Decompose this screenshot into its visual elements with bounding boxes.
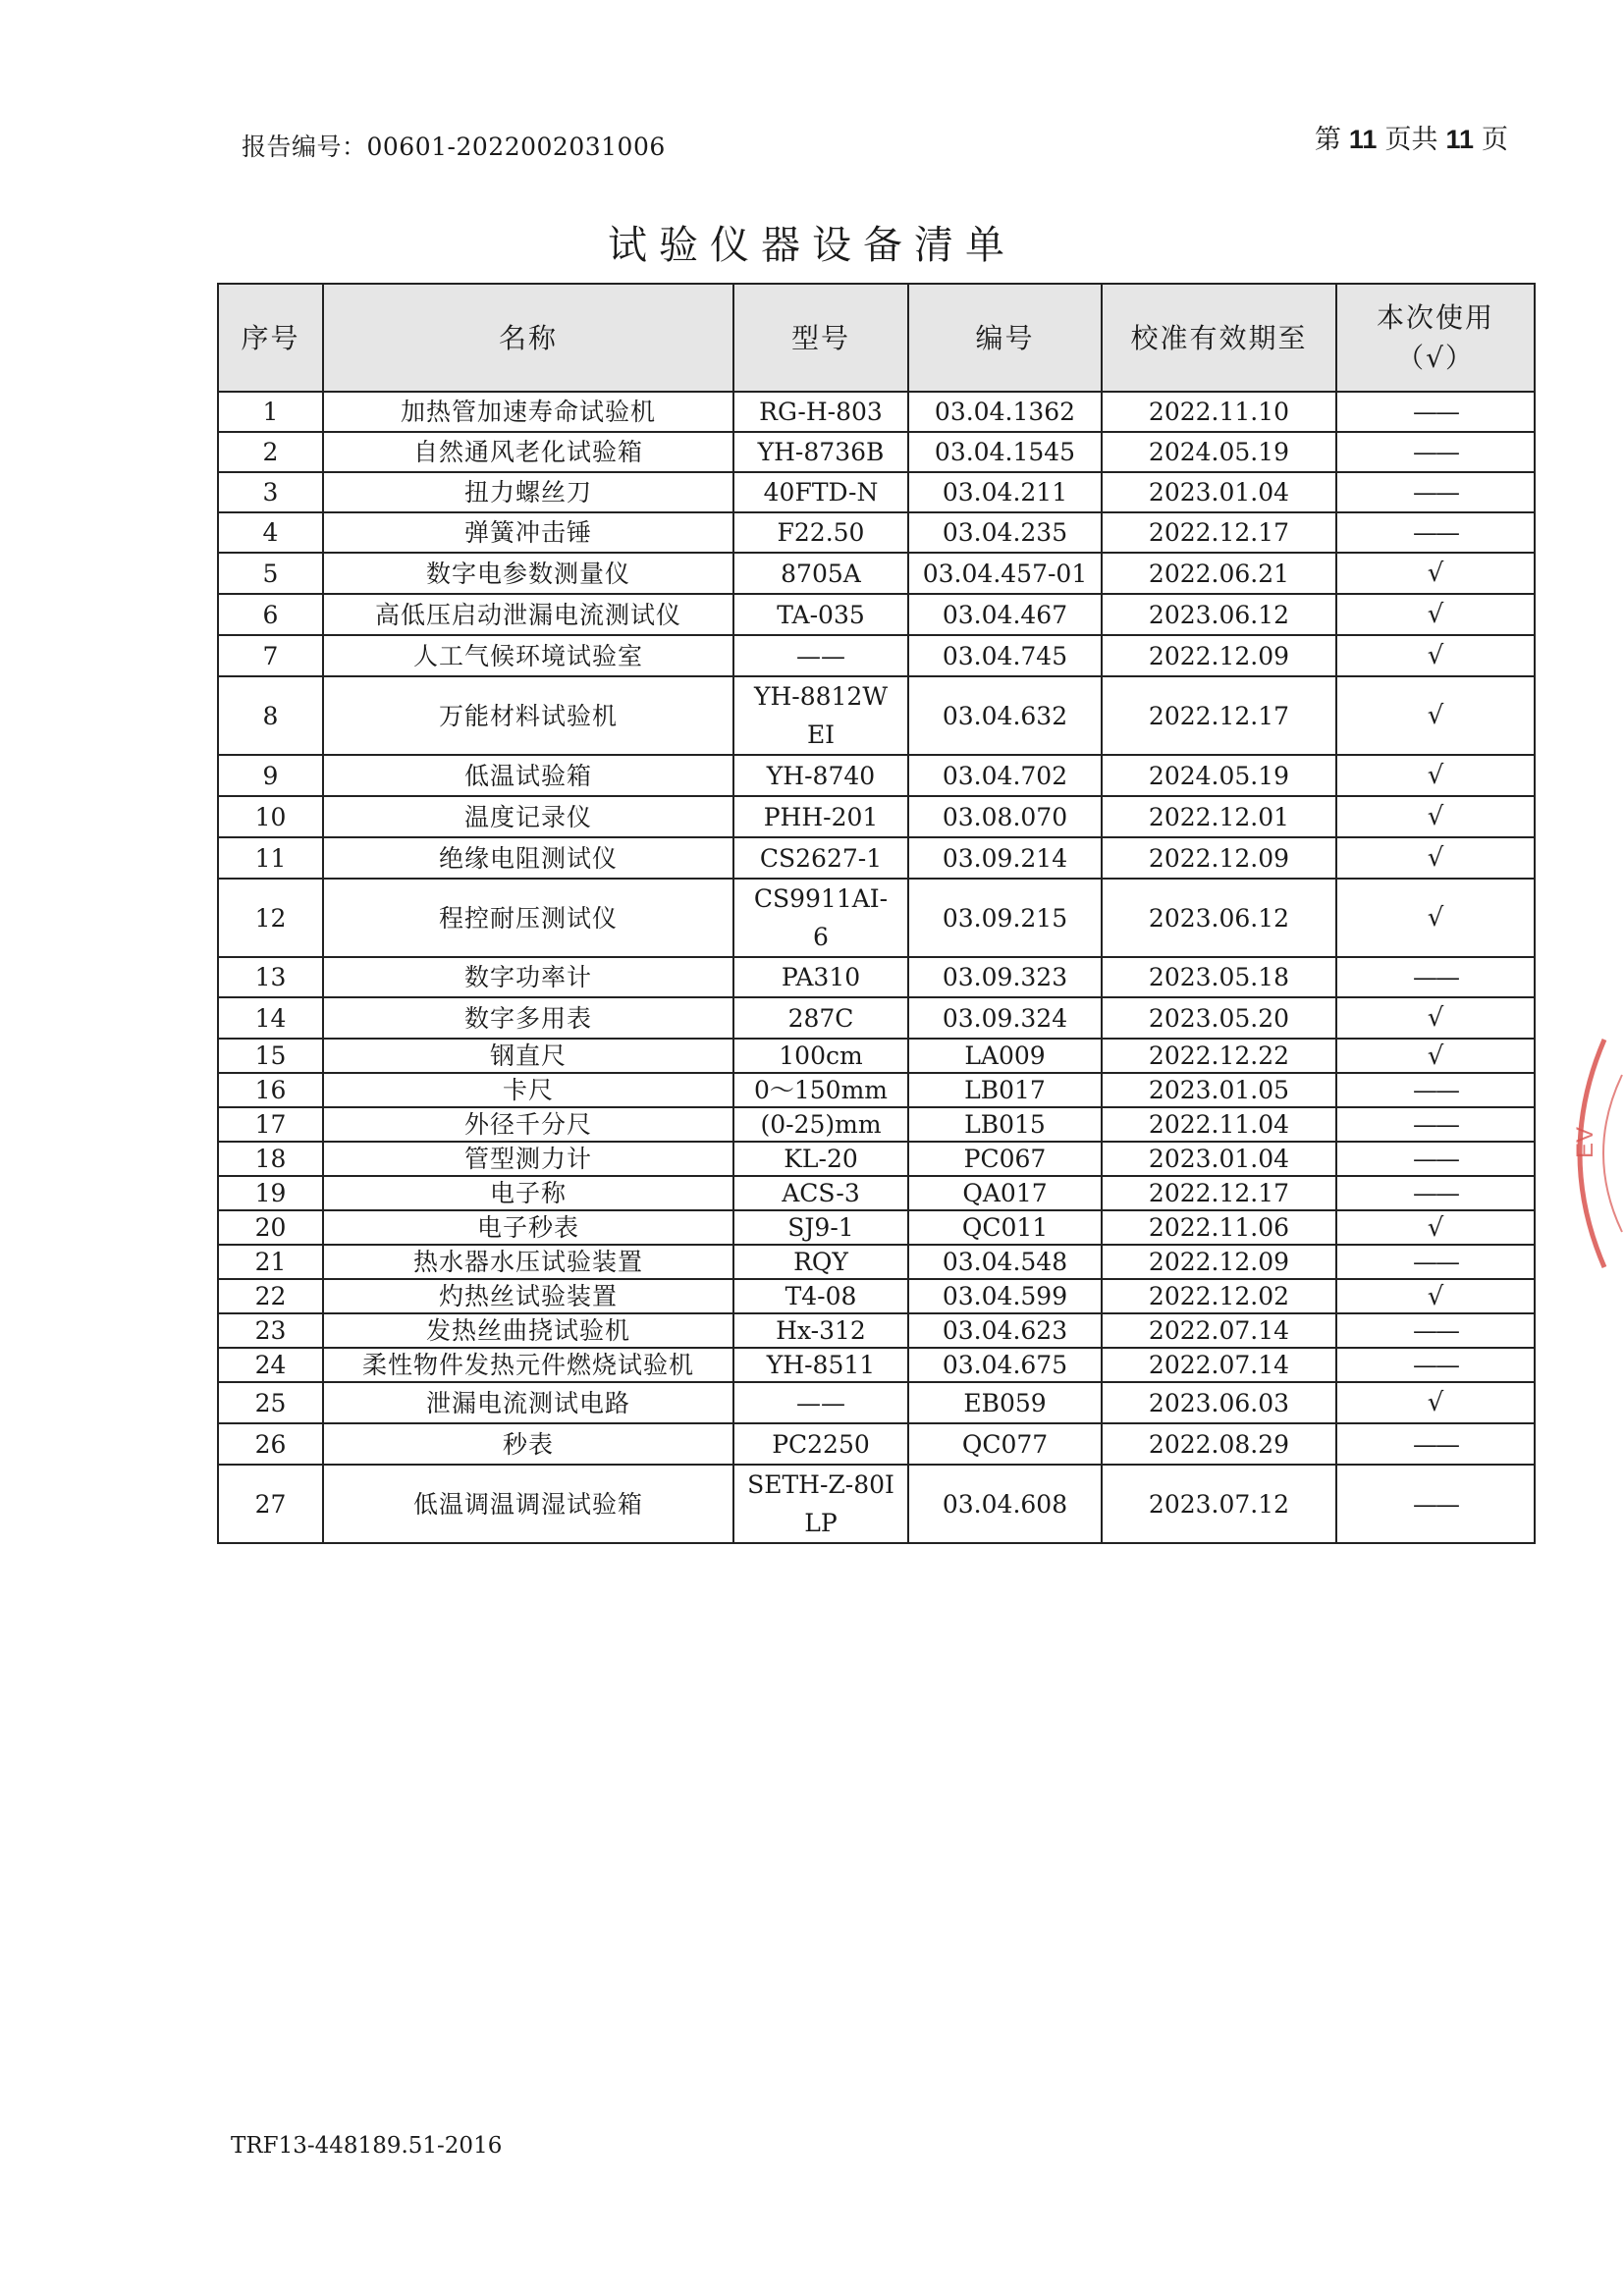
model-cell: ACS-3 xyxy=(733,1176,908,1210)
number-cell: LB015 xyxy=(908,1107,1102,1142)
valid-until-cell: 2023.01.04 xyxy=(1102,1142,1336,1176)
table-row xyxy=(218,997,1535,1039)
seq-cell: 11 xyxy=(218,837,323,879)
used-cell xyxy=(1336,676,1535,755)
valid-until-cell: 2022.12.09 xyxy=(1102,837,1336,879)
model-cell: F22.50 xyxy=(733,512,908,553)
table-row xyxy=(218,879,1535,957)
seq-cell: 7 xyxy=(218,635,323,676)
table-row xyxy=(218,472,1535,512)
check-mark-icon: √ xyxy=(1427,903,1444,933)
seq-cell: 14 xyxy=(218,997,323,1039)
inspection-seal xyxy=(1572,1036,1624,1275)
header-used xyxy=(1336,284,1535,392)
number-cell: 03.04.1545 xyxy=(908,432,1102,472)
valid-until-cell: 2022.11.06 xyxy=(1102,1210,1336,1245)
name-cell: 低温试验箱 xyxy=(323,755,733,796)
model-cell: SJ9-1 xyxy=(733,1210,908,1245)
seal-arc xyxy=(1572,1036,1624,1271)
name-cell: 秒表 xyxy=(323,1423,733,1465)
valid-until-cell: 2023.06.12 xyxy=(1102,594,1336,635)
valid-until-cell: 2022.12.17 xyxy=(1102,1176,1336,1210)
dash-mark: —— xyxy=(1413,1489,1458,1519)
check-mark-icon: √ xyxy=(1427,1041,1444,1071)
table-row xyxy=(218,553,1535,594)
dash-mark: —— xyxy=(1413,1429,1458,1459)
used-cell xyxy=(1336,1039,1535,1073)
number-cell: 03.09.214 xyxy=(908,837,1102,879)
valid-until-cell: 2022.12.09 xyxy=(1102,635,1336,676)
table-row xyxy=(218,1465,1535,1543)
report-number: 报告编号：00601-2022002031006 xyxy=(242,133,666,161)
model-cell: RG-H-803 xyxy=(733,392,908,432)
model-cell: 40FTD-N xyxy=(733,472,908,512)
name-cell: 柔性物件发热元件燃烧试验机 xyxy=(323,1348,733,1382)
seq-cell: 13 xyxy=(218,957,323,997)
seq-cell: 27 xyxy=(218,1465,323,1543)
page-total: 11 xyxy=(1445,125,1474,154)
page-middle: 页共 xyxy=(1384,125,1438,155)
model-cell: YH-8812WEI xyxy=(733,676,908,755)
valid-until-cell: 2022.07.14 xyxy=(1102,1313,1336,1348)
name-cell: 扭力螺丝刀 xyxy=(323,472,733,512)
table-row xyxy=(218,1279,1535,1313)
table-row xyxy=(218,755,1535,796)
number-cell: LB017 xyxy=(908,1073,1102,1107)
document-title: 试验仪器设备清单 xyxy=(608,223,1016,268)
valid-until-cell: 2023.01.05 xyxy=(1102,1073,1336,1107)
name-cell: 人工气候环境试验室 xyxy=(323,635,733,676)
used-cell xyxy=(1336,1107,1535,1142)
seq-cell: 9 xyxy=(218,755,323,796)
name-cell: 数字功率计 xyxy=(323,957,733,997)
number-cell: 03.04.702 xyxy=(908,755,1102,796)
model-cell: T4-08 xyxy=(733,1279,908,1313)
seq-cell: 23 xyxy=(218,1313,323,1348)
number-cell: 03.04.467 xyxy=(908,594,1102,635)
number-cell: 03.04.1362 xyxy=(908,392,1102,432)
page-prefix: 第 xyxy=(1314,125,1341,155)
model-cell: (0-25)mm xyxy=(733,1107,908,1142)
dash-mark: —— xyxy=(1413,1315,1458,1345)
valid-until-cell: 2023.05.20 xyxy=(1102,997,1336,1039)
header-name: 名称 xyxy=(323,284,733,392)
number-cell: 03.09.323 xyxy=(908,957,1102,997)
table-row xyxy=(218,1176,1535,1210)
number-cell: 03.04.457-01 xyxy=(908,553,1102,594)
table-row xyxy=(218,1313,1535,1348)
table-row xyxy=(218,1423,1535,1465)
model-cell: 287C xyxy=(733,997,908,1039)
name-cell: 管型测力计 xyxy=(323,1142,733,1176)
dash-mark: —— xyxy=(1413,963,1458,991)
model-cell: PA310 xyxy=(733,957,908,997)
seq-cell: 5 xyxy=(218,553,323,594)
name-cell: 发热丝曲挠试验机 xyxy=(323,1313,733,1348)
name-cell: 热水器水压试验装置 xyxy=(323,1245,733,1279)
name-cell: 钢直尺 xyxy=(323,1039,733,1073)
seq-cell: 21 xyxy=(218,1245,323,1279)
table-row xyxy=(218,957,1535,997)
used-cell xyxy=(1336,879,1535,957)
valid-until-cell: 2024.05.19 xyxy=(1102,755,1336,796)
seq-cell: 3 xyxy=(218,472,323,512)
used-cell xyxy=(1336,1313,1535,1348)
used-cell xyxy=(1336,472,1535,512)
valid-until-cell: 2022.12.17 xyxy=(1102,512,1336,553)
used-cell xyxy=(1336,997,1535,1039)
equipment-table xyxy=(217,283,1536,1544)
valid-until-cell: 2022.06.21 xyxy=(1102,553,1336,594)
used-cell xyxy=(1336,1423,1535,1465)
number-cell: 03.08.070 xyxy=(908,796,1102,837)
model-cell: 0～150mm xyxy=(733,1073,908,1107)
number-cell: 03.04.211 xyxy=(908,472,1102,512)
valid-until-cell: 2023.06.12 xyxy=(1102,879,1336,957)
used-cell xyxy=(1336,1279,1535,1313)
name-cell: 泄漏电流测试电路 xyxy=(323,1382,733,1423)
model-cell: CS2627-1 xyxy=(733,837,908,879)
used-cell xyxy=(1336,1073,1535,1107)
name-cell: 自然通风老化试验箱 xyxy=(323,432,733,472)
used-cell xyxy=(1336,635,1535,676)
seq-cell: 10 xyxy=(218,796,323,837)
seq-cell: 1 xyxy=(218,392,323,432)
table-row xyxy=(218,1073,1535,1107)
dash-mark: —— xyxy=(1413,398,1458,426)
check-mark-icon: √ xyxy=(1427,701,1444,730)
check-mark-icon: √ xyxy=(1427,802,1444,831)
number-cell: 03.04.235 xyxy=(908,512,1102,553)
used-cell xyxy=(1336,1245,1535,1279)
table-body xyxy=(218,392,1535,1543)
used-cell xyxy=(1336,957,1535,997)
model-cell: 8705A xyxy=(733,553,908,594)
number-cell: LA009 xyxy=(908,1039,1102,1073)
seq-cell: 2 xyxy=(218,432,323,472)
number-cell: 03.04.608 xyxy=(908,1465,1102,1543)
name-cell: 程控耐压测试仪 xyxy=(323,879,733,957)
valid-until-cell: 2023.01.04 xyxy=(1102,472,1336,512)
valid-until-cell: 2022.12.17 xyxy=(1102,676,1336,755)
model-cell: PC2250 xyxy=(733,1423,908,1465)
model-cell: 100cm xyxy=(733,1039,908,1073)
table-row xyxy=(218,1210,1535,1245)
table-row xyxy=(218,1382,1535,1423)
model-cell: CS9911AI-6 xyxy=(733,879,908,957)
dash-mark: —— xyxy=(1413,478,1458,507)
used-cell xyxy=(1336,512,1535,553)
check-mark-icon: √ xyxy=(1427,1212,1444,1243)
number-cell: QC011 xyxy=(908,1210,1102,1245)
valid-until-cell: 2022.07.14 xyxy=(1102,1348,1336,1382)
number-cell: 03.04.548 xyxy=(908,1245,1102,1279)
seq-cell: 17 xyxy=(218,1107,323,1142)
valid-until-cell: 2022.11.10 xyxy=(1102,392,1336,432)
seq-cell: 22 xyxy=(218,1279,323,1313)
name-cell: 万能材料试验机 xyxy=(323,676,733,755)
used-cell xyxy=(1336,1176,1535,1210)
model-cell: SETH-Z-80ILP xyxy=(733,1465,908,1543)
check-mark-icon: √ xyxy=(1427,1003,1444,1033)
valid-until-cell: 2022.11.04 xyxy=(1102,1107,1336,1142)
seq-cell: 25 xyxy=(218,1382,323,1423)
seq-cell: 4 xyxy=(218,512,323,553)
table-header-row xyxy=(218,284,1535,392)
number-cell: EB059 xyxy=(908,1382,1102,1423)
header-seq: 序号 xyxy=(218,284,323,392)
table-row xyxy=(218,796,1535,837)
name-cell: 灼热丝试验装置 xyxy=(323,1279,733,1313)
table-row xyxy=(218,432,1535,472)
valid-until-cell: 2023.05.18 xyxy=(1102,957,1336,997)
valid-until-cell: 2024.05.19 xyxy=(1102,432,1336,472)
number-cell: QC077 xyxy=(908,1423,1102,1465)
header-valid-until: 校准有效期至 xyxy=(1102,284,1336,392)
used-cell xyxy=(1336,432,1535,472)
name-cell: 低温调温调湿试验箱 xyxy=(323,1465,733,1543)
name-cell: 高低压启动泄漏电流测试仪 xyxy=(323,594,733,635)
model-cell: YH-8736B xyxy=(733,432,908,472)
dash-mark: —— xyxy=(1413,1075,1458,1104)
seq-cell: 26 xyxy=(218,1423,323,1465)
seq-cell: 16 xyxy=(218,1073,323,1107)
dash-mark: —— xyxy=(1413,1247,1458,1276)
valid-until-cell: 2023.06.03 xyxy=(1102,1382,1336,1423)
dash-mark: —— xyxy=(1413,438,1458,466)
model-cell: RQY xyxy=(733,1245,908,1279)
page-suffix: 页 xyxy=(1482,125,1508,155)
dash-mark: —— xyxy=(1413,1109,1458,1139)
model-cell: TA-035 xyxy=(733,594,908,635)
seq-cell: 15 xyxy=(218,1039,323,1073)
table-row xyxy=(218,512,1535,553)
table-row xyxy=(218,1039,1535,1073)
dash-mark: —— xyxy=(1413,1350,1458,1379)
table-row xyxy=(218,635,1535,676)
used-cell xyxy=(1336,1382,1535,1423)
number-cell: 03.04.623 xyxy=(908,1313,1102,1348)
seq-cell: 6 xyxy=(218,594,323,635)
dash-mark: —— xyxy=(1413,1178,1458,1207)
used-cell xyxy=(1336,553,1535,594)
table-row xyxy=(218,1107,1535,1142)
model-cell: YH-8740 xyxy=(733,755,908,796)
valid-until-cell: 2022.12.09 xyxy=(1102,1245,1336,1279)
seq-cell: 18 xyxy=(218,1142,323,1176)
check-mark-icon: √ xyxy=(1427,761,1444,790)
model-cell: Hx-312 xyxy=(733,1313,908,1348)
valid-until-cell: 2022.08.29 xyxy=(1102,1423,1336,1465)
name-cell: 弹簧冲击锤 xyxy=(323,512,733,553)
footer-form-code: TRF13-448189.51-2016 xyxy=(231,2133,503,2159)
check-mark-icon: √ xyxy=(1427,600,1444,629)
model-cell: —— xyxy=(733,635,908,676)
used-cell xyxy=(1336,755,1535,796)
header-model: 型号 xyxy=(733,284,908,392)
name-cell: 绝缘电阻测试仪 xyxy=(323,837,733,879)
dash-mark: —— xyxy=(1413,1144,1458,1173)
number-cell: 03.09.215 xyxy=(908,879,1102,957)
table-row xyxy=(218,837,1535,879)
name-cell: 温度记录仪 xyxy=(323,796,733,837)
svg-text:EV: EV xyxy=(1572,1126,1598,1158)
used-cell xyxy=(1336,1210,1535,1245)
model-cell: PHH-201 xyxy=(733,796,908,837)
number-cell: 03.04.632 xyxy=(908,676,1102,755)
number-cell: 03.04.745 xyxy=(908,635,1102,676)
table-row xyxy=(218,392,1535,432)
header-number: 编号 xyxy=(908,284,1102,392)
header-used-line2: （√） xyxy=(1396,342,1475,374)
number-cell: PC067 xyxy=(908,1142,1102,1176)
seq-cell: 19 xyxy=(218,1176,323,1210)
name-cell: 卡尺 xyxy=(323,1073,733,1107)
number-cell: QA017 xyxy=(908,1176,1102,1210)
name-cell: 电子称 xyxy=(323,1176,733,1210)
seq-cell: 20 xyxy=(218,1210,323,1245)
model-cell: YH-8511 xyxy=(733,1348,908,1382)
used-cell xyxy=(1336,392,1535,432)
number-cell: 03.04.675 xyxy=(908,1348,1102,1382)
check-mark-icon: √ xyxy=(1427,1388,1444,1417)
used-cell xyxy=(1336,796,1535,837)
table-row xyxy=(218,1142,1535,1176)
name-cell: 外径千分尺 xyxy=(323,1107,733,1142)
number-cell: 03.09.324 xyxy=(908,997,1102,1039)
used-cell xyxy=(1336,1465,1535,1543)
name-cell: 数字电参数测量仪 xyxy=(323,553,733,594)
name-cell: 数字多用表 xyxy=(323,997,733,1039)
name-cell: 电子秒表 xyxy=(323,1210,733,1245)
valid-until-cell: 2023.07.12 xyxy=(1102,1465,1336,1543)
dash-mark: —— xyxy=(1413,518,1458,547)
seq-cell: 12 xyxy=(218,879,323,957)
header-used-line1: 本次使用 xyxy=(1376,301,1494,334)
check-mark-icon: √ xyxy=(1427,641,1444,670)
valid-until-cell: 2022.12.22 xyxy=(1102,1039,1336,1073)
valid-until-cell: 2022.12.02 xyxy=(1102,1279,1336,1313)
page-current: 11 xyxy=(1348,125,1378,154)
check-mark-icon: √ xyxy=(1427,1281,1444,1311)
table-row xyxy=(218,676,1535,755)
table-row xyxy=(218,594,1535,635)
used-cell xyxy=(1336,1348,1535,1382)
name-cell: 加热管加速寿命试验机 xyxy=(323,392,733,432)
used-cell xyxy=(1336,837,1535,879)
table-row xyxy=(218,1348,1535,1382)
table-row xyxy=(218,1245,1535,1279)
page-indicator xyxy=(1315,118,1508,156)
valid-until-cell: 2022.12.01 xyxy=(1102,796,1336,837)
number-cell: 03.04.599 xyxy=(908,1279,1102,1313)
check-mark-icon: √ xyxy=(1427,559,1444,588)
seq-cell: 24 xyxy=(218,1348,323,1382)
seq-cell: 8 xyxy=(218,676,323,755)
check-mark-icon: √ xyxy=(1427,843,1444,873)
used-cell xyxy=(1336,594,1535,635)
model-cell: —— xyxy=(733,1382,908,1423)
model-cell: KL-20 xyxy=(733,1142,908,1176)
used-cell xyxy=(1336,1142,1535,1176)
